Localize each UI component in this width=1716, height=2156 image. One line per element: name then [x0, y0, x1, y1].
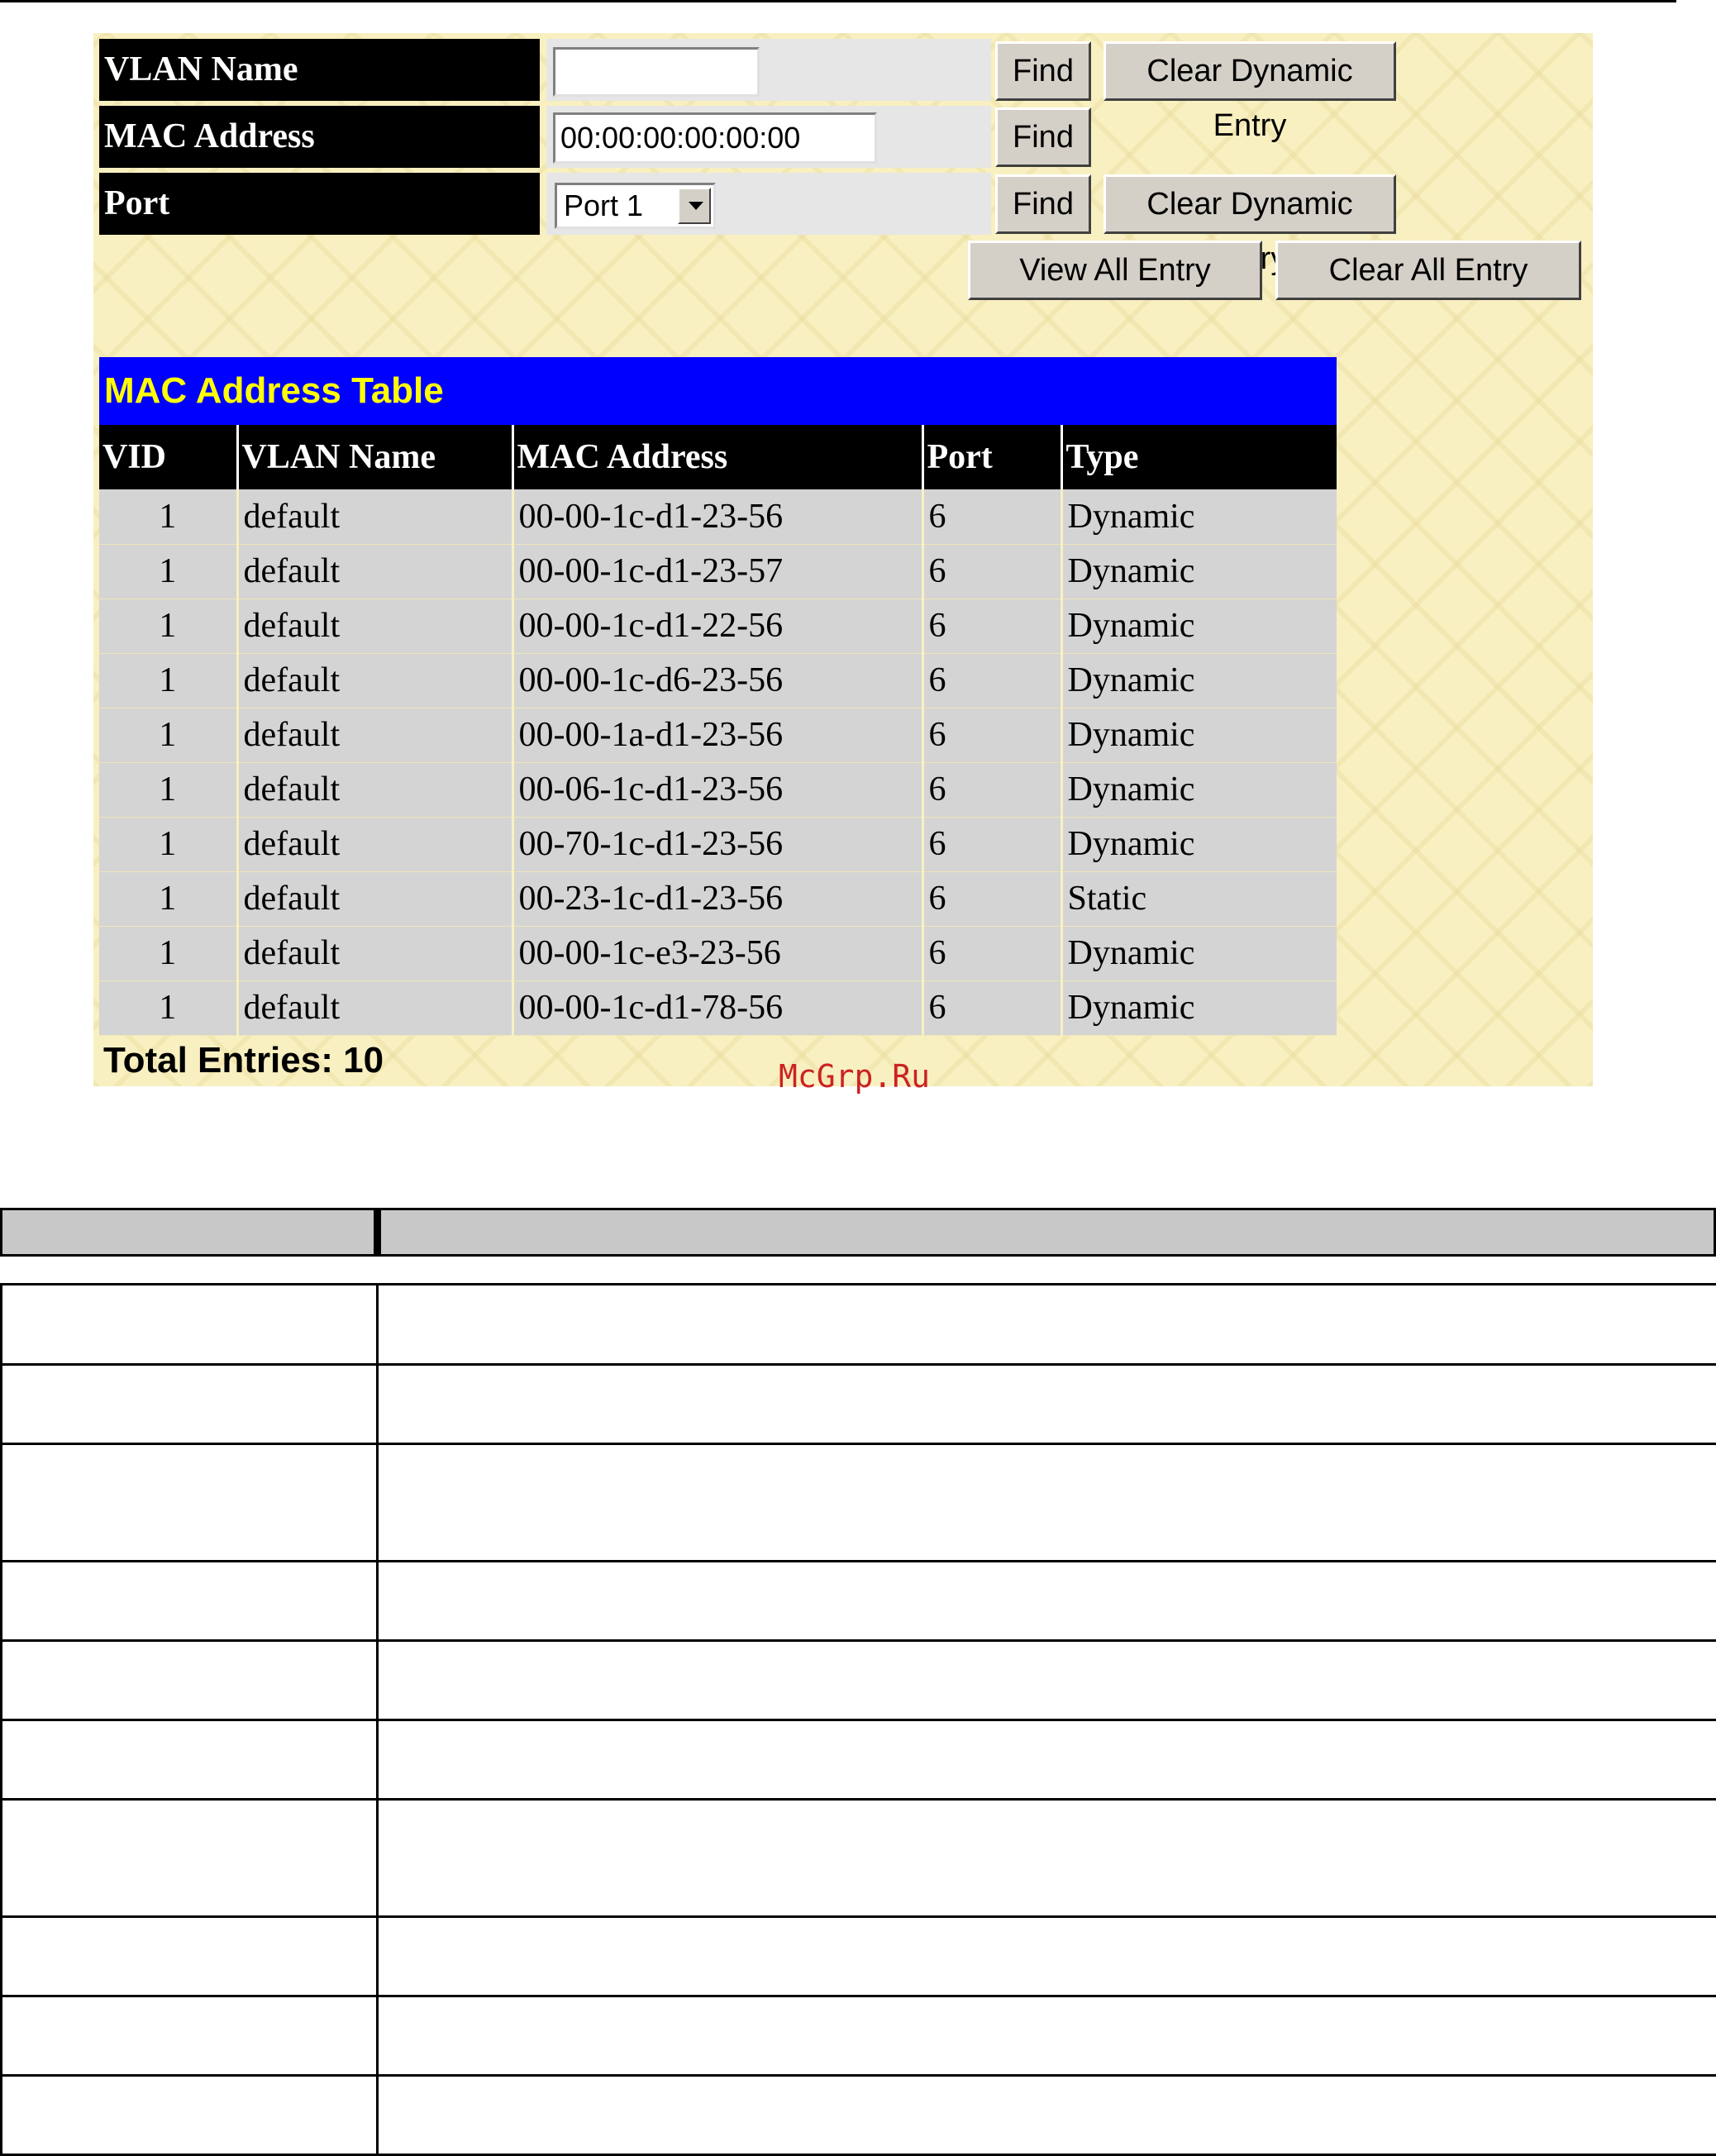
cell-vlan-name: default — [237, 980, 512, 1035]
mac-table-title: MAC Address Table — [99, 357, 1337, 425]
cell-type: Static — [1061, 871, 1337, 926]
cell-port: 6 — [922, 817, 1061, 871]
parameter-cell — [2, 1917, 378, 1996]
description-cell — [378, 1365, 1716, 1444]
vlan-name-label: VLAN Name — [99, 39, 540, 101]
table-row — [99, 926, 1337, 980]
description-cell — [378, 1444, 1716, 1562]
cell-vlan-name: default — [237, 653, 512, 708]
cell-vid: 1 — [99, 653, 237, 708]
cell-mac-address: 00-00-1c-d1-23-57 — [512, 544, 922, 599]
table-row — [99, 762, 1337, 817]
cell-vlan-name: default — [237, 871, 512, 926]
table-row — [2, 1562, 1716, 1641]
cell-mac-address: 00-00-1c-d1-78-56 — [512, 980, 922, 1035]
cell-vid: 1 — [99, 926, 237, 980]
table-row — [2, 1917, 1716, 1996]
table-row — [2, 1285, 1716, 1365]
cell-port: 6 — [922, 871, 1061, 926]
description-cell — [378, 1996, 1716, 2076]
clear-all-entry-button[interactable]: Clear All Entry — [1275, 241, 1581, 300]
description-table-header — [0, 1208, 1716, 1257]
find-port-button[interactable]: Find — [995, 174, 1091, 234]
mac-address-cell — [546, 106, 991, 168]
cell-port: 6 — [922, 762, 1061, 817]
find-vlan-button[interactable]: Find — [995, 41, 1091, 101]
cell-mac-address: 00-00-1c-d1-23-56 — [512, 489, 922, 544]
view-all-entry-button[interactable]: View All Entry — [968, 241, 1262, 300]
cell-vlan-name: default — [237, 926, 512, 980]
cell-vlan-name: default — [237, 708, 512, 762]
cell-type: Dynamic — [1061, 599, 1337, 653]
cell-port: 6 — [922, 544, 1061, 599]
table-row — [2, 2076, 1716, 2155]
cell-vlan-name: default — [237, 544, 512, 599]
cell-vid: 1 — [99, 980, 237, 1035]
cell-vid: 1 — [99, 871, 237, 926]
column-header-vlan-name: VLAN Name — [237, 425, 512, 489]
table-row — [2, 1720, 1716, 1800]
cell-vlan-name: default — [237, 599, 512, 653]
cell-vid: 1 — [99, 762, 237, 817]
port-cell — [546, 173, 991, 235]
cell-mac-address: 00-00-1c-d1-22-56 — [512, 599, 922, 653]
port-label: Port — [99, 173, 540, 235]
parameter-cell — [2, 1562, 378, 1641]
cell-vlan-name: default — [237, 489, 512, 544]
cell-vlan-name: default — [237, 817, 512, 871]
mac-address-table — [99, 425, 1337, 1036]
cell-port: 6 — [922, 980, 1061, 1035]
port-select-value: Port 1 — [564, 188, 643, 222]
table-row — [2, 1996, 1716, 2076]
table-row — [99, 708, 1337, 762]
watermark: McGrp.Ru — [779, 1058, 930, 1095]
header-divider — [374, 1210, 381, 1254]
table-row — [2, 1365, 1716, 1444]
table-row — [2, 1641, 1716, 1720]
cell-mac-address: 00-00-1a-d1-23-56 — [512, 708, 922, 762]
cell-type: Dynamic — [1061, 489, 1337, 544]
cell-vid: 1 — [99, 489, 237, 544]
table-row — [99, 817, 1337, 871]
table-row — [99, 653, 1337, 708]
clear-dynamic-vlan-button[interactable]: Clear Dynamic Entry — [1103, 41, 1396, 101]
parameter-cell — [2, 2076, 378, 2155]
parameter-cell — [2, 1365, 378, 1444]
table-row — [99, 599, 1337, 653]
cell-vlan-name: default — [237, 762, 512, 817]
description-cell — [378, 1285, 1716, 1365]
clear-dynamic-port-button[interactable]: Clear Dynamic — [1103, 174, 1396, 234]
cell-type: Dynamic — [1061, 653, 1337, 708]
cell-type: Dynamic — [1061, 708, 1337, 762]
column-header-port: Port — [922, 425, 1061, 489]
vlan-name-cell — [546, 39, 991, 101]
top-rule — [0, 0, 1676, 2]
cell-port: 6 — [922, 926, 1061, 980]
cell-type: Dynamic — [1061, 980, 1337, 1035]
cell-mac-address: 00-00-1c-e3-23-56 — [512, 926, 922, 980]
mac-address-label: MAC Address — [99, 106, 540, 168]
cell-vid: 1 — [99, 708, 237, 762]
find-mac-button[interactable]: Find — [995, 107, 1091, 167]
table-row — [2, 1444, 1716, 1562]
cell-port: 6 — [922, 708, 1061, 762]
description-cell — [378, 1917, 1716, 1996]
column-header-vid: VID — [99, 425, 237, 489]
cell-vid: 1 — [99, 544, 237, 599]
description-cell — [378, 1641, 1716, 1720]
port-select[interactable] — [555, 183, 716, 229]
cell-port: 6 — [922, 599, 1061, 653]
cell-type: Dynamic — [1061, 544, 1337, 599]
cell-mac-address: 00-00-1c-d6-23-56 — [512, 653, 922, 708]
cell-port: 6 — [922, 653, 1061, 708]
chevron-down-icon[interactable] — [678, 188, 711, 224]
parameter-cell — [2, 1996, 378, 2076]
description-cell — [378, 1720, 1716, 1800]
cell-vid: 1 — [99, 817, 237, 871]
forwarding-table-panel — [93, 33, 1593, 1086]
parameter-cell — [2, 1641, 378, 1720]
column-header-mac-address: MAC Address — [512, 425, 922, 489]
cell-type: Dynamic — [1061, 817, 1337, 871]
table-row — [99, 489, 1337, 544]
description-cell — [378, 2076, 1716, 2155]
description-table — [0, 1283, 1716, 2156]
table-row — [99, 871, 1337, 926]
description-cell — [378, 1562, 1716, 1641]
column-header-type: Type — [1061, 425, 1337, 489]
mac-address-input[interactable] — [553, 112, 877, 164]
cell-type: Dynamic — [1061, 762, 1337, 817]
vlan-name-input[interactable] — [553, 47, 760, 97]
cell-port: 6 — [922, 489, 1061, 544]
parameter-cell — [2, 1285, 378, 1365]
cell-mac-address: 00-23-1c-d1-23-56 — [512, 871, 922, 926]
cell-vid: 1 — [99, 599, 237, 653]
table-row — [99, 544, 1337, 599]
mac-table-header-row — [99, 425, 1337, 489]
cell-mac-address: 00-06-1c-d1-23-56 — [512, 762, 922, 817]
cell-type: Dynamic — [1061, 926, 1337, 980]
total-entries: Total Entries: 10 — [103, 1040, 384, 1081]
parameter-cell — [2, 1720, 378, 1800]
cell-mac-address: 00-70-1c-d1-23-56 — [512, 817, 922, 871]
parameter-cell — [2, 1800, 378, 1917]
table-row — [2, 1800, 1716, 1917]
description-cell — [378, 1800, 1716, 1917]
table-row — [99, 980, 1337, 1035]
parameter-cell — [2, 1444, 378, 1562]
